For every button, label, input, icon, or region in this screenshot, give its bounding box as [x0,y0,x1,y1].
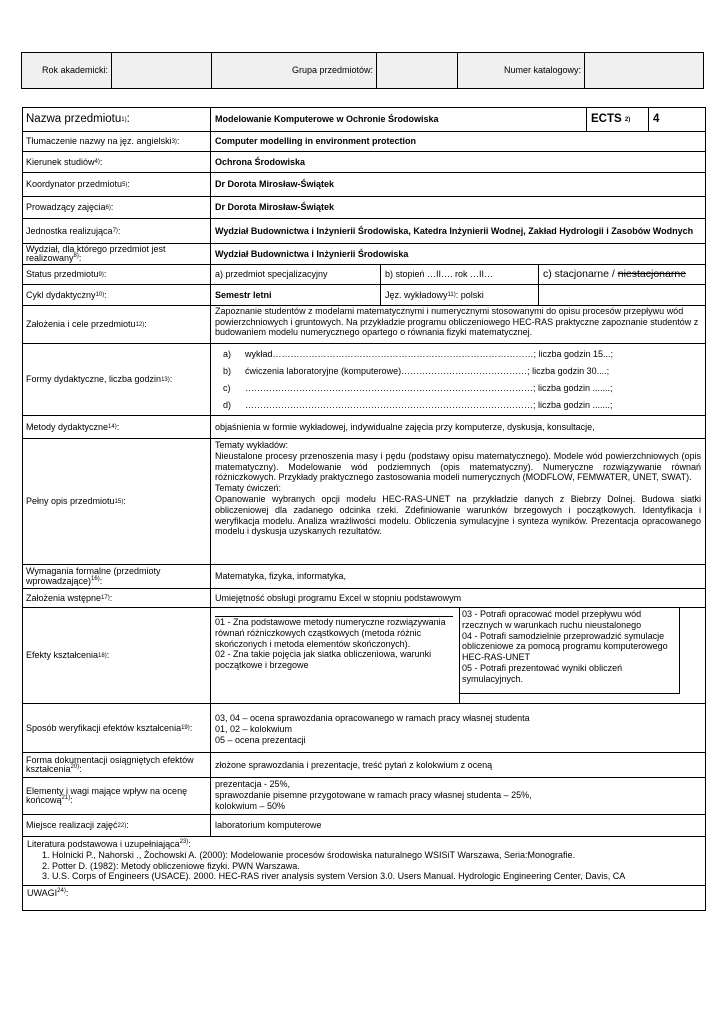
row-goals [23,306,705,344]
course-card-table [22,107,706,911]
place-label-text: Miejsce realizacji zajęć [26,820,118,831]
status-option-a [211,265,381,284]
row-weights [23,778,705,815]
weights-sup: 21) [61,795,71,801]
faculty-sup: 8) [73,253,79,259]
status-option-a-text: a) przedmiot specjalizacyjny [215,269,328,280]
unit-value [211,219,705,243]
requirements-label-text: Wymagania formalne (przedmioty wprowadzające) [26,566,161,586]
course-name-value [211,108,587,131]
row-full-description [23,439,705,565]
coordinator-label-text: Koordynator przedmiotu [26,179,123,190]
form-item-b-key: b) [223,366,232,376]
literature-list [27,850,701,882]
methods-value [211,416,705,438]
status-c-prefix: c) [543,268,555,281]
cycle-value-text: Semestr letni [215,289,272,300]
place-value-text: laboratorium komputerowe [215,820,322,831]
outcome-05: 05 - Potrafi prezentować wyniki obliczeń symulacyjnych. [462,662,623,684]
full-description-label-text: Pełny opis przedmiotu [26,496,115,507]
status-full-time: stacjonarne [554,268,609,281]
goals-label: Założenia i cele przedmiotu 12) : [23,306,211,343]
lecture-topics-heading: Tematy wykładów: [215,440,289,450]
outcome-03: 03 - Potrafi opracować model przepływu wód rzecznych w warunkach ruchu nieustalonego [462,609,642,630]
form-item-d-key: d) [223,400,232,410]
academic-year-value[interactable] [112,53,212,88]
translation-value-text: Computer modelling in environment protection [215,136,417,147]
full-description-label: Pełny opis przedmiotu 15) : [23,439,211,564]
goals-value-text: Zapoznanie studentów z modelami matematycznymi i numerycznymi stosowanymi do opisu procesów przepływu wód powierzchniowych i gruntowych. Na przykładzie programu obliczeniowego HEC-RAS praktyczne zapoznanie studentów z budowaniem modelu numerycznego opartego o równania fizyki matematycznej. [215,306,699,338]
status-label: Status przedmiotu 9) : [23,265,211,284]
cycle-empty-cell [539,285,705,305]
language-field: Jęz. wykładowy 11) : polski [381,285,539,305]
prerequisites-value [211,589,705,607]
notes-sup: 24) [57,888,66,894]
form-item-c [223,383,693,393]
outcomes-left-box [215,616,453,671]
faculty-value-text: Wydział Budownictwa i Inżynierii Środowiska [215,248,409,259]
verification-line-2: 01, 02 – kolokwium [215,723,293,734]
catalog-number-label-text: Numer katalogowy: [503,65,581,76]
direction-label: Kierunek studiów 4) : [23,152,211,172]
outcomes-label-text: Efekty kształcenia [26,650,99,661]
language-label: Jęz. wykładowy [385,289,448,300]
methods-label-text: Metody dydaktyczne [26,421,109,432]
row-unit [23,219,705,244]
weights-label-text: Elementy i wagi mające wpływ na ocenę końcową [26,785,188,805]
documentation-label-text: Forma dokumentacji osiągniętych efektów kształcenia [26,754,194,774]
weights-value [215,779,701,811]
outcome-04: 04 - Potrafi samodzielnie przeprowadzić symulacje obliczeniowe za pomocą programu komputerowego HEC-RAS-UNET [462,630,668,663]
weight-test: kolokwium – 50% [215,800,286,811]
verification-label-text: Sposób weryfikacji efektów kształcenia [26,722,182,733]
catalog-number-value[interactable] [585,53,703,88]
literature-sup: 23) [179,839,189,845]
verification-line-1: 03, 04 – ocena sprawozdania opracowanego w ramach pracy własnej studenta [215,713,530,723]
ects-label: ECTS 2) [587,108,649,131]
methods-label: Metody dydaktyczne 14) : [23,416,211,438]
outcome-02: 02 - Zna takie pojęcia jak siatka obliczeniowa, warunki początkowe i brzegowe [215,649,432,671]
place-value [211,815,705,836]
form-item-a [223,349,693,359]
literature-label: Literatura podstawowa i uzupełniająca$^{23)}$: [27,839,191,849]
row-documentation [23,753,705,778]
row-translation [23,132,705,152]
verification-label: Sposób weryfikacji efektów kształcenia 19) : [23,704,211,752]
status-option-c [539,265,705,284]
row-faculty [23,244,705,265]
outcomes-label: Efekty kształcenia 18) : [23,608,211,703]
row-verification [23,704,705,753]
ects-label-text: ECTS [591,112,622,125]
literature-item: 3. U.S. Corps of Engineers (USACE). 2000. HEC-RAS river analysis system Version 3.0. Users Manual. Hydrologic Engineering Center, Davis, CA [52,871,701,882]
weight-report: sprawozdanie pisemne przygotowane w ramach pracy własnej studenta – 25%, [215,789,532,800]
forms-label: Formy dydaktyczne, liczba godzin 13) : [23,344,211,415]
academic-year-label-text: Rok akademicki: [41,65,108,76]
methods-value-text: objaśnienia w formie wykładowej, indywidualne zajęcia przy komputerze, dyskusja, konsultacje, [215,421,595,432]
verification-line-3: 05 – ocena prezentacji [215,734,306,745]
faculty-label-text: Wydział, dla którego przedmiot jest realizowany [26,243,166,263]
row-literature [23,837,705,886]
full-description-value [215,440,701,537]
row-course-name [23,108,705,132]
form-item-c-text: ……………………………………………………………………………………; liczba godzin .......; [245,383,613,393]
lecturer-label: Prowadzący zajęcia 6) : [23,197,211,218]
lecturer-value [211,197,705,218]
course-name-value-text: Modelowanie Komputerowe w Ochronie Środowiska [215,114,439,125]
unit-value-text: Wydział Budownictwa i Inżynierii Środowiska, Katedra Inżynierii Wodnej, Zakład Hydrologii i Zasobów Wodnych [215,225,694,236]
form-item-a-text: wykład……………………………………………………………………………; liczba godzin 15...; [245,349,614,359]
prerequisites-label-text: Założenia wstępne [26,592,102,603]
course-group-label-text: Grupa przedmiotów: [291,65,373,76]
course-group-label [212,53,377,88]
unit-label: Jednostka realizująca 7) : [23,219,211,243]
language-value: : polski [455,289,484,300]
literature-block [27,839,701,882]
row-requirements [23,565,705,589]
exercise-topics-text: Opanowanie wybranych opcji modelu HEC-RAS-UNET na przykładzie danych z Biebrzy Dolnej. Budowa siatki obliczeniowej dla zadanego odcinka rzeki. Zdefiniowanie warunków brzegowych i początkowych. Identyfikacja i weryfikacja modelu. Analiza wrażliwości modelu. Obliczenia symulacyjne i synteza wyników. Prezentacja opracowanego modelu i dyskusja uzyskanych rezultatów. [215,493,701,537]
documentation-sup: 20) [70,764,80,770]
coordinator-label: Koordynator przedmiotu 5) : [23,173,211,196]
ects-value [649,108,705,131]
unit-label-text: Jednostka realizująca [26,225,113,236]
lecturer-label-text: Prowadzący zajęcia [26,202,106,213]
notes-label-text: UWAGI [27,888,58,898]
status-option-b [381,265,539,284]
course-name-label: Nazwa przedmiotu 1) : [23,108,211,131]
verification-value [215,713,701,745]
cycle-value [211,285,381,305]
form-item-d-text: ……………………………………………………………………………………; liczba godzin .......; [245,400,613,410]
row-prerequisites [23,589,705,608]
direction-label-text: Kierunek studiów [26,156,95,167]
faculty-label: Wydział, dla którego przedmiot jest realizowany$^{8)}$: [23,244,211,264]
direction-value-text: Ochrona Środowiska [215,156,306,167]
coordinator-value-text: Dr Dorota Mirosław-Świątek [215,179,335,190]
course-group-value[interactable] [377,53,458,88]
goals-label-text: Założenia i cele przedmiotu [26,319,136,330]
lecture-topics-text: Nieustalone procesy przenoszenia masy i pędu (podstawy opisu matematycznego). Modele wód powierzchniowych (opis matematyczny). Modelowanie wód podziemnych (opis matematyczny). Numeryczne rozwiązywanie równań różniczkowych. Przykłady praktycznego zastosowania modeli numerycznych (MODFLOW, FEMWATER, UNET, SWAT). [215,450,701,483]
documentation-label: Forma dokumentacji osiągniętych efektów kształcenia$^{20)}$: [23,753,211,777]
course-name-label-text: Nazwa przedmiotu [26,112,122,125]
form-item-b-text: ćwiczenia laboratoryjne (komputerowe)……………………………………; liczba godzin 30....; [245,366,610,376]
row-notes [23,886,705,910]
documentation-value [211,753,705,777]
row-direction [23,152,705,173]
row-outcomes [23,608,705,704]
requirements-value [211,565,705,588]
weights-label: Elementy i wagi mające wpływ na ocenę końcową$^{21)}$: [23,778,211,814]
documentation-value-text: złożone sprawozdania i prezentacje, treść pytań z kolokwium z oceną [215,759,493,770]
translation-value [211,132,705,151]
prerequisites-value-text: Umiejętność obsługi programu Excel w stopniu podstawowym [215,592,462,603]
literature-item: 2. Potter D. (1982): Metody obliczeniowe fizyki. PWN Warszawa. [52,861,701,872]
literature-item: 1. Holnicki P., Nahorski ., Żochowski A. (2000): Modelowanie procesów środowiska naturalnego WSISiT Warszawa, Seria:Monografie. [52,850,701,861]
form-item-d [223,400,693,410]
cycle-label-text: Cykl dydaktyczny [26,289,96,300]
status-part-time-struck: niestacjonarne [617,268,687,281]
outcome-01: 01 - Zna podstawowe metody numeryczne rozwiązywania równań różniczkowych cząstkowych (metoda różnic skończonych i metoda elementów skończonych). [215,617,446,649]
academic-year-label [22,53,112,88]
status-c-separator: / [608,268,618,281]
place-label: Miejsce realizacji zajęć 22) : [23,815,211,836]
row-place [23,815,705,837]
outcomes-right-box [460,608,680,694]
cycle-label: Cykl dydaktyczny 10) : [23,285,211,305]
status-option-b-text: b) stopień …II…. rok …II… [385,269,494,280]
catalog-header-table [21,52,704,89]
translation-label: Tłumaczenie nazwy na jęz. angielski 3) : [23,132,211,151]
requirements-value-text: Matematyka, fizyka, informatyka, [215,571,347,582]
coordinator-value [211,173,705,196]
row-forms [23,344,705,416]
row-methods [23,416,705,439]
requirements-label: Wymagania formalne (przedmioty wprowadzające)$^{16)}$: [23,565,211,588]
form-item-c-key: c) [223,383,231,393]
catalog-number-label [458,53,585,88]
row-cycle [23,285,705,306]
ects-value-text: 4 [653,112,660,125]
notes-label: UWAGI$^{24)}$: [27,888,69,898]
direction-value [211,152,705,172]
exercise-topics-heading: Tematy ćwiczeń: [215,483,282,494]
goals-value [215,306,701,338]
outcomes-left-cell [211,608,460,703]
outcomes-right-cell [460,608,705,703]
literature-label-text: Literatura podstawowa i uzupełniająca [27,839,180,849]
form-item-a-key: a) [223,349,232,359]
row-coordinator [23,173,705,197]
lecturer-value-text: Dr Dorota Mirosław-Świątek [215,202,335,213]
requirements-sup: 16) [91,575,100,582]
translation-label-text: Tłumaczenie nazwy na jęz. angielski [26,136,172,147]
row-lecturer [23,197,705,219]
forms-label-text: Formy dydaktyczne, liczba godzin [26,374,162,385]
prerequisites-label: Założenia wstępne 17) : [23,589,211,607]
faculty-value [211,244,705,264]
status-label-text: Status przedmiotu [26,269,99,280]
row-status [23,265,705,285]
form-item-b [223,366,693,376]
weight-presentation: prezentacja - 25%, [215,779,291,789]
